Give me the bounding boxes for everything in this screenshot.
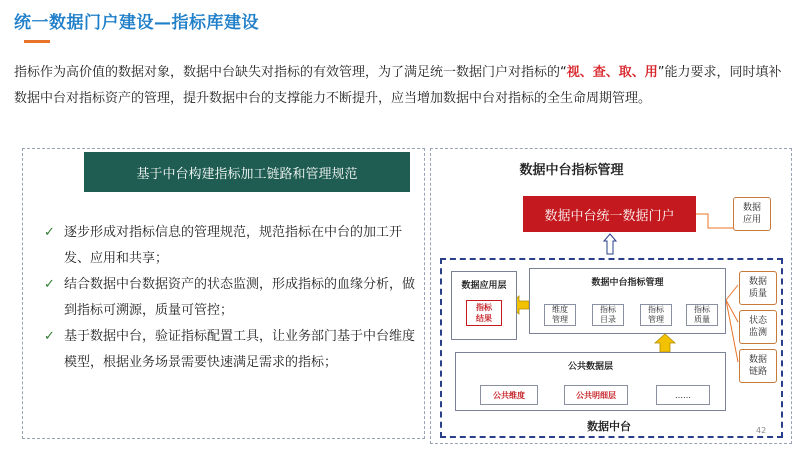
- data-app-layer: [451, 271, 517, 340]
- public-layer-label: 公共数据层: [567, 362, 613, 372]
- check-icon: ✓: [44, 225, 55, 240]
- intro-text-part1: 指标作为高价值的数据对象，数据中台缺失对指标的有效管理，为了满足统一数据门户对指标的“: [14, 65, 567, 80]
- mgmt-item-label: 指标 质量: [694, 305, 710, 324]
- indicator-result-box: [466, 300, 502, 326]
- indicator-mgmt-box: [529, 268, 726, 334]
- mgmt-item-label: 维度 管理: [552, 305, 568, 324]
- bullet-list: [44, 220, 416, 376]
- bullet-item: [44, 272, 416, 324]
- bullet-text: 结合数据中台数据资产的状态监测，形成指标的血缘分析，做到指标可溯源，质量可管控；: [64, 277, 416, 318]
- side-box-label: 状态 监测: [748, 316, 767, 338]
- title-underline: [24, 40, 50, 43]
- side-box-label: 数据 链路: [748, 355, 767, 377]
- indicator-catalog-box: [592, 304, 624, 326]
- page-number: 42: [756, 426, 767, 435]
- page-title: 统一数据门户建设—指标库建设: [14, 13, 259, 33]
- check-icon: ✓: [44, 329, 55, 344]
- platform-label: 数据中台: [587, 420, 631, 433]
- bullet-text: 逐步形成对指标信息的管理规范，规范指标在中台的加工开发、应用和共享；: [64, 225, 403, 266]
- public-dimension-box: 公共维度: [480, 385, 538, 405]
- mgmt-item-label: 指标 目录: [600, 305, 616, 324]
- bullet-item: [44, 324, 416, 376]
- public-data-layer: [455, 352, 726, 411]
- more-box: ……: [656, 385, 710, 405]
- indicator-quality-box: [686, 304, 718, 326]
- intro-text-part2: ”能力要求，同时填补数据中台对指标资产的管理，提升数据中台的支撑能力不断提升，应当增加数据中台对指标的全生命周期管理。: [14, 65, 782, 106]
- bullet-item: [44, 220, 416, 272]
- side-box-status-monitor: [739, 310, 777, 344]
- hollow-up-arrow-icon: [603, 233, 617, 255]
- diagram-title: 数据中台指标管理: [519, 163, 624, 178]
- side-box-label: 数据 质量: [748, 277, 767, 299]
- side-box-label: 数据 应用: [742, 203, 761, 225]
- bullet-text: 基于数据中台，验证指标配置工具，让业务部门基于中台维度模型，根据业务场景需要快速满足需求的指标；: [64, 329, 416, 370]
- public-detail-layer-box: 公共明细层: [564, 385, 628, 405]
- mgmt-item-label: 指标 管理: [648, 305, 664, 324]
- intro-highlight: 视、查、取、用: [566, 65, 658, 80]
- side-box-data-app: [733, 197, 771, 231]
- left-panel-header: 基于中台构建指标加工链路和管理规范: [84, 152, 410, 192]
- side-box-data-lineage: [739, 349, 777, 383]
- check-icon: ✓: [44, 277, 55, 292]
- app-layer-label: 数据应用层: [461, 281, 507, 291]
- intro-paragraph: [14, 60, 786, 112]
- indicator-management-box: [640, 304, 672, 326]
- side-box-data-quality: [739, 271, 777, 305]
- indicator-mgmt-label: 数据中台指标管理: [591, 278, 664, 288]
- dimension-mgmt-box: [544, 304, 576, 326]
- portal-box: 数据中台统一数据门户: [523, 196, 696, 232]
- indicator-result-label: 指标 结果: [476, 303, 492, 323]
